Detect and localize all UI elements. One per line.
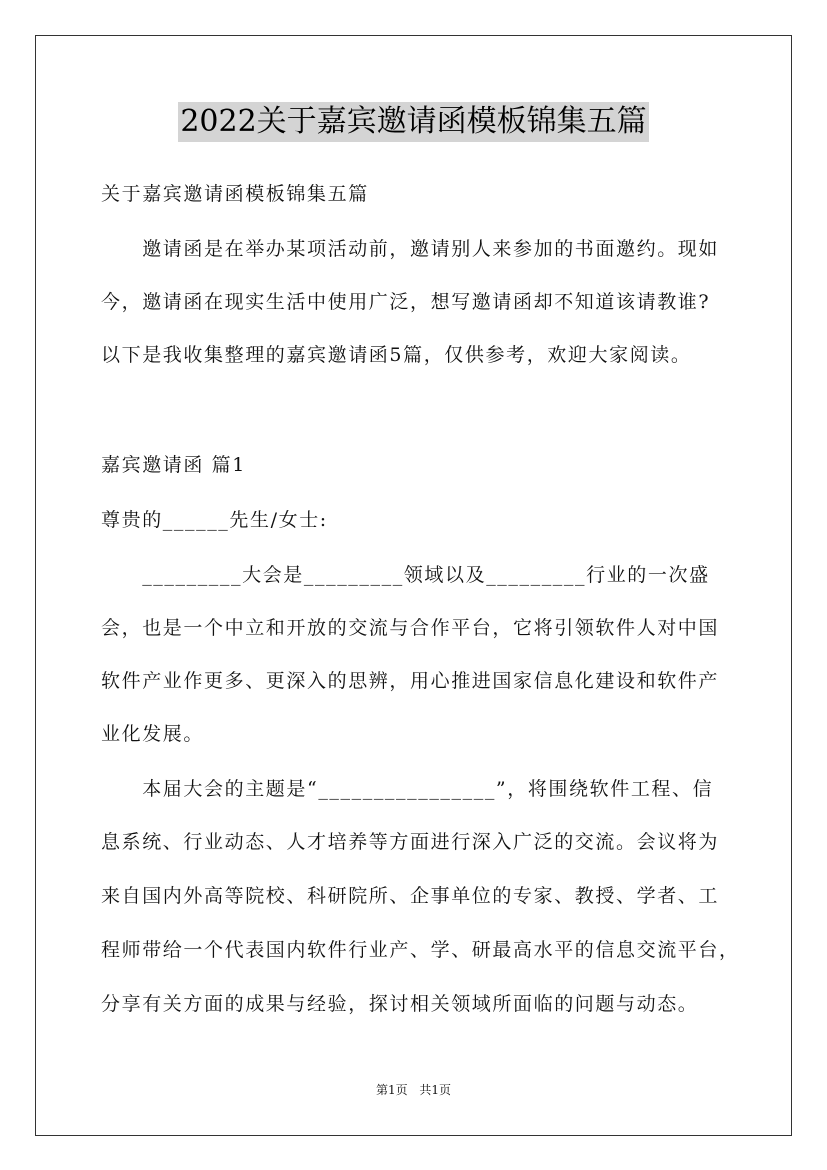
subtitle: 关于嘉宾邀请函模板锦集五篇 bbox=[101, 183, 369, 205]
paragraph2-line-5: 分享有关方面的成果与经验，探讨相关领域所面临的问题与动态。 bbox=[101, 993, 699, 1015]
intro-line-1: 邀请函是在举办某项活动前，邀请别人来参加的书面邀约。现如 bbox=[101, 238, 720, 260]
salutation: 尊贵的______先生/女士: bbox=[101, 509, 328, 531]
page-total: 共1页 bbox=[419, 1083, 452, 1097]
paragraph2-line-1: 本届大会的主题是“________________”，将围绕软件工程、信 bbox=[101, 778, 714, 800]
document-title: 2022关于嘉宾邀请函模板锦集五篇 bbox=[178, 102, 648, 142]
paragraph1-line-4: 业化发展。 bbox=[101, 723, 205, 745]
section-heading: 嘉宾邀请函 篇1 bbox=[101, 454, 246, 476]
paragraph2-line-2: 息系统、行业动态、人才培养等方面进行深入广泛的交流。会议将为 bbox=[101, 831, 720, 853]
intro-line-2: 今，邀请函在现实生活中使用广泛，想写邀请函却不知道该请教谁? bbox=[101, 291, 711, 313]
title-container bbox=[0, 102, 827, 142]
page-number: 第1页 bbox=[375, 1083, 408, 1097]
paragraph1-line-2: 会，也是一个中立和开放的交流与合作平台，它将引领软件人对中国 bbox=[101, 617, 720, 639]
page-footer bbox=[0, 1082, 827, 1098]
intro-line-3: 以下是我收集整理的嘉宾邀请函5篇，仅供参考，欢迎大家阅读。 bbox=[101, 344, 692, 366]
paragraph2-line-4: 程师带给一个代表国内软件行业产、学、研最高水平的信息交流平台， bbox=[101, 939, 740, 961]
paragraph1-line-3: 软件产业作更多、更深入的思辨，用心推进国家信息化建设和软件产 bbox=[101, 670, 720, 692]
paragraph2-line-3: 来自国内外高等院校、科研院所、企事单位的专家、教授、学者、工 bbox=[101, 885, 720, 907]
paragraph1-line-1: _________大会是_________领域以及_________行业的一次盛 bbox=[101, 564, 710, 586]
